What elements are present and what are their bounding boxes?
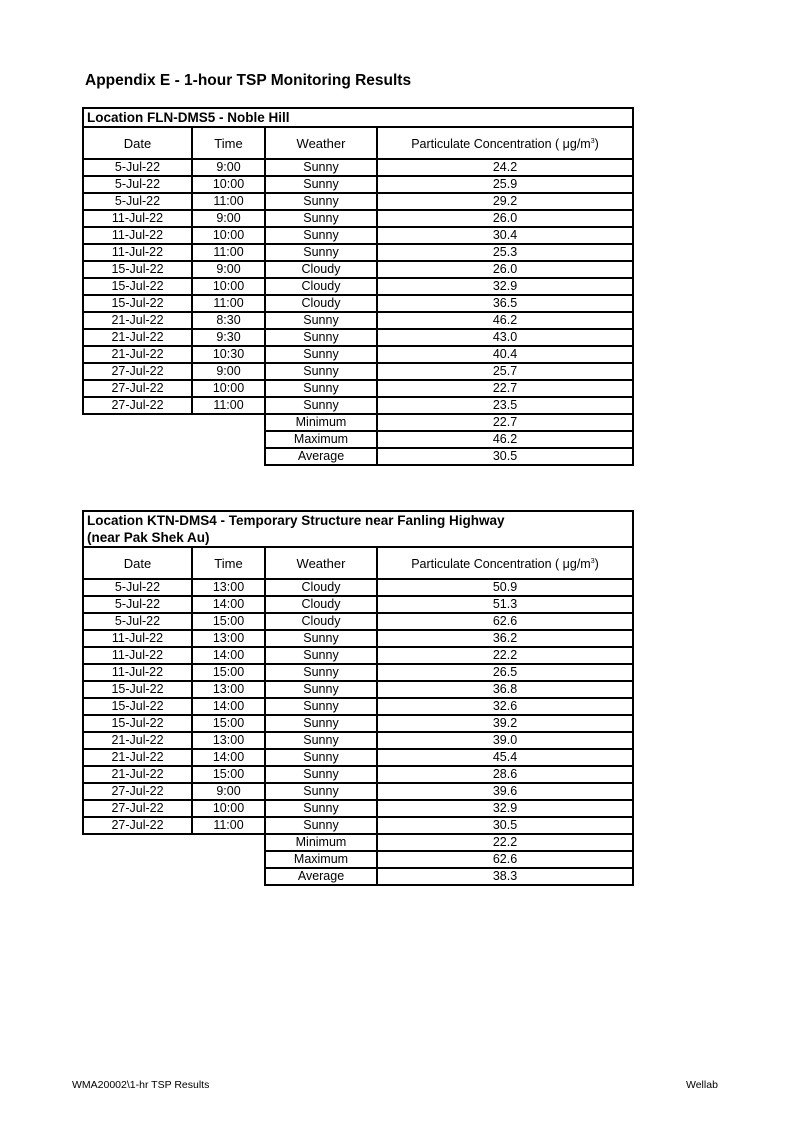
summary-row (83, 868, 633, 885)
summary-label: Average (265, 868, 377, 885)
cell-time: 10:00 (192, 380, 265, 397)
cell-weather: Sunny (265, 698, 377, 715)
cell-weather: Sunny (265, 397, 377, 414)
cell-weather: Sunny (265, 363, 377, 380)
header-weather: Weather (265, 127, 377, 159)
cell-time: 14:00 (192, 749, 265, 766)
cell-time: 13:00 (192, 681, 265, 698)
cell-weather: Sunny (265, 159, 377, 176)
cell-concentration: 39.0 (377, 732, 633, 749)
cell-concentration: 23.5 (377, 397, 633, 414)
table-row (83, 664, 633, 681)
cell-concentration: 32.9 (377, 800, 633, 817)
cell-time: 9:00 (192, 261, 265, 278)
summary-row (83, 414, 633, 431)
summary-row (83, 851, 633, 868)
table-row (83, 312, 633, 329)
cell-date: 5-Jul-22 (83, 159, 192, 176)
cell-time: 13:00 (192, 732, 265, 749)
table-row (83, 732, 633, 749)
header-pc-sup: 3 (590, 557, 595, 565)
header-time: Time (192, 547, 265, 579)
cell-time: 10:00 (192, 227, 265, 244)
cell-weather: Sunny (265, 681, 377, 698)
cell-concentration: 51.3 (377, 596, 633, 613)
cell-concentration: 45.4 (377, 749, 633, 766)
cell-date: 27-Jul-22 (83, 783, 192, 800)
table-row (83, 630, 633, 647)
table-row (83, 698, 633, 715)
cell-date: 11-Jul-22 (83, 664, 192, 681)
cell-weather: Cloudy (265, 278, 377, 295)
header-pc-prefix: Particulate Concentration ( μg/m (411, 137, 591, 152)
cell-weather: Cloudy (265, 579, 377, 596)
table-row (83, 329, 633, 346)
cell-date: 27-Jul-22 (83, 397, 192, 414)
cell-date: 11-Jul-22 (83, 244, 192, 261)
cell-date: 15-Jul-22 (83, 278, 192, 295)
table-row (83, 749, 633, 766)
cell-concentration: 26.5 (377, 664, 633, 681)
summary-row (83, 448, 633, 465)
cell-date: 27-Jul-22 (83, 817, 192, 834)
header-date: Date (83, 547, 192, 579)
cell-weather: Sunny (265, 380, 377, 397)
location-title-line1: Location FLN-DMS5 - Noble Hill (87, 110, 290, 125)
cell-concentration: 26.0 (377, 210, 633, 227)
summary-label: Minimum (265, 834, 377, 851)
cell-date: 5-Jul-22 (83, 596, 192, 613)
table-row (83, 613, 633, 630)
cell-weather: Sunny (265, 227, 377, 244)
cell-weather: Sunny (265, 817, 377, 834)
table-row (83, 380, 633, 397)
table-row (83, 227, 633, 244)
header-pc-suffix: ) (594, 137, 599, 152)
cell-concentration: 46.2 (377, 312, 633, 329)
cell-weather: Sunny (265, 783, 377, 800)
cell-concentration: 28.6 (377, 766, 633, 783)
cell-time: 11:00 (192, 397, 265, 414)
table-row (83, 681, 633, 698)
tsp-table-fanling-highway (82, 510, 634, 886)
cell-time: 15:00 (192, 613, 265, 630)
cell-time: 14:00 (192, 698, 265, 715)
cell-date: 27-Jul-22 (83, 380, 192, 397)
cell-date: 15-Jul-22 (83, 295, 192, 312)
summary-row (83, 834, 633, 851)
header-pc-sup: 3 (590, 137, 595, 145)
cell-weather: Sunny (265, 329, 377, 346)
location-title-line2: (near Pak Shek Au) (87, 530, 210, 545)
cell-date: 21-Jul-22 (83, 346, 192, 363)
header-time: Time (192, 127, 265, 159)
cell-time: 11:00 (192, 817, 265, 834)
cell-concentration: 25.3 (377, 244, 633, 261)
cell-weather: Sunny (265, 312, 377, 329)
summary-value: 30.5 (377, 448, 633, 465)
cell-time: 11:00 (192, 295, 265, 312)
table-row (83, 817, 633, 834)
summary-value: 22.2 (377, 834, 633, 851)
cell-concentration: 43.0 (377, 329, 633, 346)
header-date: Date (83, 127, 192, 159)
cell-concentration: 40.4 (377, 346, 633, 363)
cell-time: 8:30 (192, 312, 265, 329)
summary-label: Maximum (265, 851, 377, 868)
table-row (83, 397, 633, 414)
summary-value: 46.2 (377, 431, 633, 448)
cell-time: 10:00 (192, 176, 265, 193)
table-row (83, 647, 633, 664)
cell-concentration: 36.2 (377, 630, 633, 647)
cell-time: 13:00 (192, 630, 265, 647)
cell-concentration: 22.2 (377, 647, 633, 664)
cell-time: 15:00 (192, 715, 265, 732)
cell-date: 5-Jul-22 (83, 193, 192, 210)
cell-concentration: 25.9 (377, 176, 633, 193)
table-row (83, 800, 633, 817)
table-row (83, 278, 633, 295)
cell-concentration: 36.8 (377, 681, 633, 698)
header-weather: Weather (265, 547, 377, 579)
cell-date: 21-Jul-22 (83, 312, 192, 329)
table-row (83, 783, 633, 800)
cell-concentration: 39.6 (377, 783, 633, 800)
cell-concentration: 50.9 (377, 579, 633, 596)
cell-concentration: 62.6 (377, 613, 633, 630)
cell-concentration: 32.9 (377, 278, 633, 295)
header-particulate-concentration (377, 547, 633, 579)
summary-label: Minimum (265, 414, 377, 431)
cell-time: 14:00 (192, 596, 265, 613)
table-row (83, 715, 633, 732)
cell-time: 15:00 (192, 766, 265, 783)
cell-weather: Sunny (265, 749, 377, 766)
cell-date: 11-Jul-22 (83, 210, 192, 227)
cell-time: 11:00 (192, 244, 265, 261)
cell-concentration: 29.2 (377, 193, 633, 210)
cell-weather: Sunny (265, 732, 377, 749)
cell-date: 27-Jul-22 (83, 800, 192, 817)
cell-weather: Sunny (265, 766, 377, 783)
table-row (83, 261, 633, 278)
summary-spacer (83, 851, 265, 868)
summary-label: Average (265, 448, 377, 465)
summary-spacer (83, 868, 265, 885)
footer-file-reference: WMA20002\1-hr TSP Results (72, 1079, 210, 1091)
cell-weather: Sunny (265, 244, 377, 261)
cell-time: 15:00 (192, 664, 265, 681)
cell-concentration: 25.7 (377, 363, 633, 380)
cell-date: 15-Jul-22 (83, 698, 192, 715)
location-title-line1: Location KTN-DMS4 - Temporary Structure near Fanling Highway (87, 513, 505, 528)
cell-weather: Cloudy (265, 295, 377, 312)
cell-time: 10:00 (192, 800, 265, 817)
cell-weather: Sunny (265, 800, 377, 817)
cell-date: 5-Jul-22 (83, 176, 192, 193)
cell-concentration: 24.2 (377, 159, 633, 176)
summary-row (83, 431, 633, 448)
location-title (83, 511, 633, 547)
cell-date: 5-Jul-22 (83, 613, 192, 630)
cell-time: 9:00 (192, 783, 265, 800)
cell-time: 10:00 (192, 278, 265, 295)
cell-date: 21-Jul-22 (83, 329, 192, 346)
header-particulate-concentration (377, 127, 633, 159)
table-row (83, 766, 633, 783)
summary-value: 38.3 (377, 868, 633, 885)
cell-weather: Sunny (265, 193, 377, 210)
table-row (83, 210, 633, 227)
cell-date: 11-Jul-22 (83, 227, 192, 244)
cell-weather: Sunny (265, 664, 377, 681)
cell-concentration: 36.5 (377, 295, 633, 312)
cell-date: 11-Jul-22 (83, 647, 192, 664)
cell-date: 15-Jul-22 (83, 261, 192, 278)
cell-weather: Sunny (265, 647, 377, 664)
cell-weather: Sunny (265, 210, 377, 227)
cell-concentration: 30.5 (377, 817, 633, 834)
table-row (83, 159, 633, 176)
cell-weather: Cloudy (265, 261, 377, 278)
cell-time: 14:00 (192, 647, 265, 664)
cell-date: 15-Jul-22 (83, 681, 192, 698)
footer-company: Wellab (686, 1079, 718, 1091)
cell-concentration: 26.0 (377, 261, 633, 278)
cell-time: 9:00 (192, 210, 265, 227)
cell-time: 11:00 (192, 193, 265, 210)
summary-value: 62.6 (377, 851, 633, 868)
summary-spacer (83, 448, 265, 465)
cell-date: 21-Jul-22 (83, 766, 192, 783)
cell-weather: Sunny (265, 176, 377, 193)
cell-date: 11-Jul-22 (83, 630, 192, 647)
cell-concentration: 30.4 (377, 227, 633, 244)
location-title (83, 108, 633, 127)
cell-concentration: 39.2 (377, 715, 633, 732)
cell-weather: Sunny (265, 715, 377, 732)
tsp-table-noble-hill (82, 107, 634, 466)
cell-weather: Sunny (265, 630, 377, 647)
cell-time: 9:00 (192, 363, 265, 380)
cell-concentration: 32.6 (377, 698, 633, 715)
table-row (83, 346, 633, 363)
cell-weather: Cloudy (265, 596, 377, 613)
cell-date: 5-Jul-22 (83, 579, 192, 596)
header-pc-prefix: Particulate Concentration ( μg/m (411, 557, 591, 572)
table-row (83, 176, 633, 193)
cell-time: 10:30 (192, 346, 265, 363)
summary-spacer (83, 431, 265, 448)
cell-concentration: 22.7 (377, 380, 633, 397)
table-row (83, 244, 633, 261)
cell-weather: Sunny (265, 346, 377, 363)
table-row (83, 579, 633, 596)
cell-date: 21-Jul-22 (83, 749, 192, 766)
page-title: Appendix E - 1-hour TSP Monitoring Results (85, 72, 412, 89)
summary-spacer (83, 414, 265, 431)
table-row (83, 295, 633, 312)
table-row (83, 596, 633, 613)
cell-date: 27-Jul-22 (83, 363, 192, 380)
table-row (83, 193, 633, 210)
header-pc-suffix: ) (594, 557, 599, 572)
summary-label: Maximum (265, 431, 377, 448)
summary-value: 22.7 (377, 414, 633, 431)
cell-date: 21-Jul-22 (83, 732, 192, 749)
cell-weather: Cloudy (265, 613, 377, 630)
cell-time: 13:00 (192, 579, 265, 596)
cell-time: 9:30 (192, 329, 265, 346)
table-row (83, 363, 633, 380)
cell-date: 15-Jul-22 (83, 715, 192, 732)
summary-spacer (83, 834, 265, 851)
cell-time: 9:00 (192, 159, 265, 176)
